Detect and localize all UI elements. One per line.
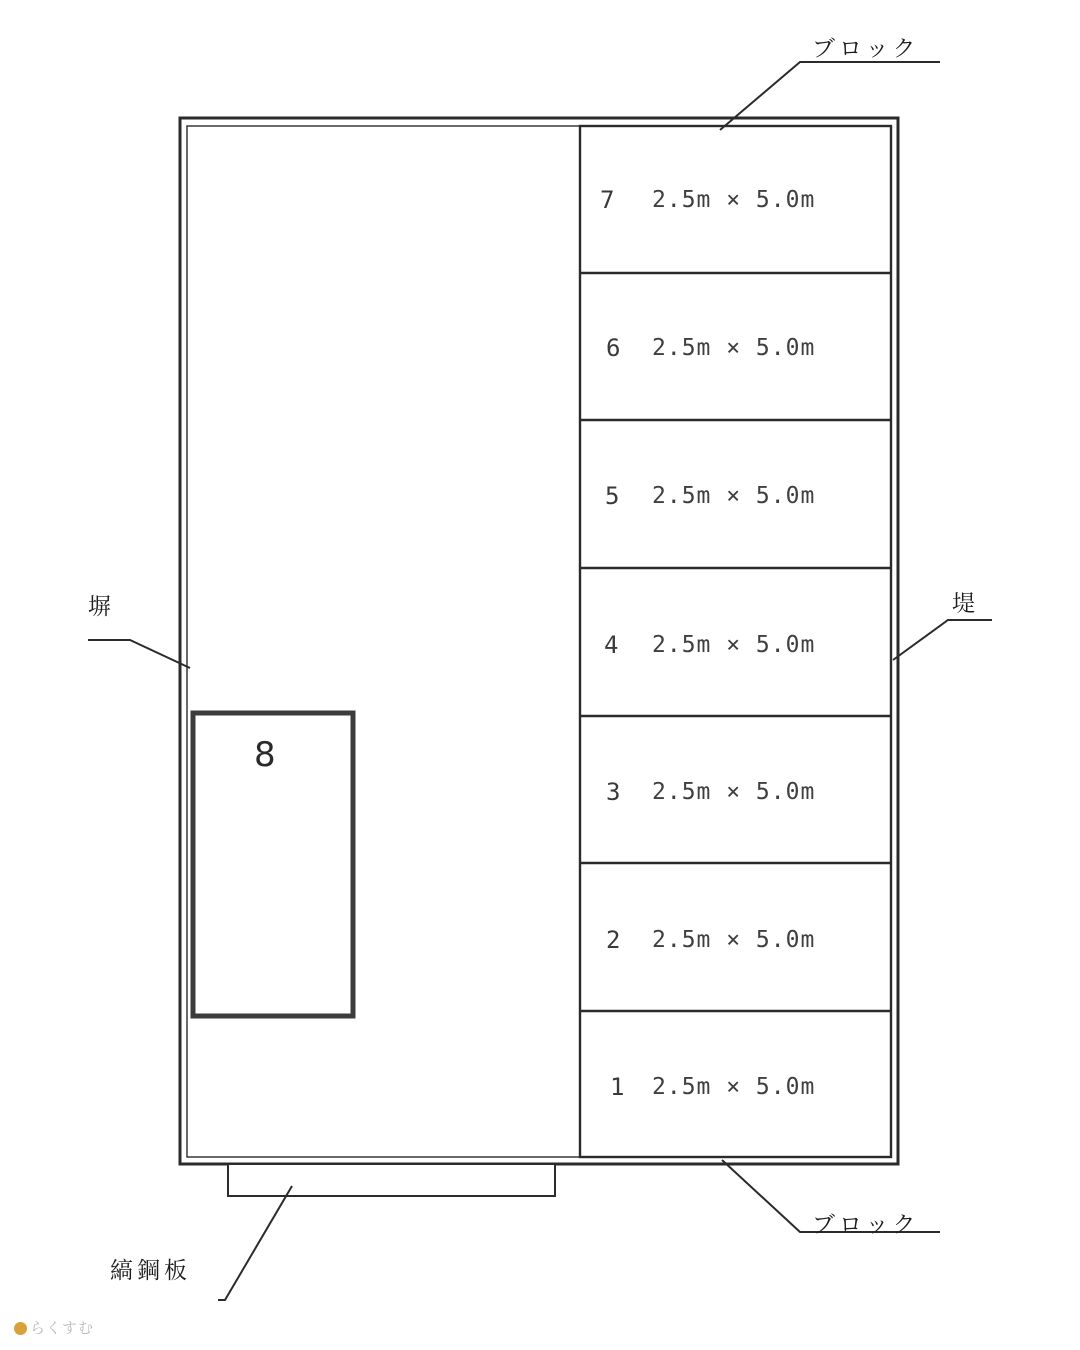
leader-fence-left bbox=[88, 640, 190, 668]
watermark bbox=[14, 1317, 94, 1338]
stall-number: 3 bbox=[606, 778, 621, 806]
label-embankment-right: 堤 bbox=[952, 591, 977, 617]
label-steel-plate: 縞鋼板 bbox=[110, 1258, 191, 1284]
watermark-logo-icon bbox=[14, 1322, 27, 1335]
stall-number: 5 bbox=[605, 482, 620, 510]
stall-size: 2.5m × 5.0m bbox=[652, 779, 816, 805]
stall-number: 1 bbox=[610, 1073, 625, 1101]
stall-number: 4 bbox=[604, 631, 619, 659]
stall-size: 2.5m × 5.0m bbox=[652, 632, 816, 658]
stall-size: 2.5m × 5.0m bbox=[652, 335, 816, 361]
label-block-bottom: ブロック bbox=[812, 1212, 920, 1238]
watermark-text: らくすむ bbox=[30, 1319, 95, 1337]
label-block-top: ブロック bbox=[812, 36, 920, 62]
steel-plate-strip bbox=[228, 1164, 555, 1196]
leader-embankment-right bbox=[893, 620, 992, 660]
stall-size: 2.5m × 5.0m bbox=[652, 1074, 816, 1100]
stall-number: 6 bbox=[606, 334, 621, 362]
stall-size: 2.5m × 5.0m bbox=[652, 187, 816, 213]
stall-size: 2.5m × 5.0m bbox=[652, 483, 816, 509]
label-fence-left: 塀 bbox=[88, 594, 113, 620]
leader-steel-plate bbox=[218, 1186, 292, 1300]
stall-size: 2.5m × 5.0m bbox=[652, 927, 816, 953]
stall-number: 7 bbox=[600, 186, 615, 214]
stall-number: 2 bbox=[606, 926, 621, 954]
stall-8-number: 8 bbox=[254, 735, 276, 775]
